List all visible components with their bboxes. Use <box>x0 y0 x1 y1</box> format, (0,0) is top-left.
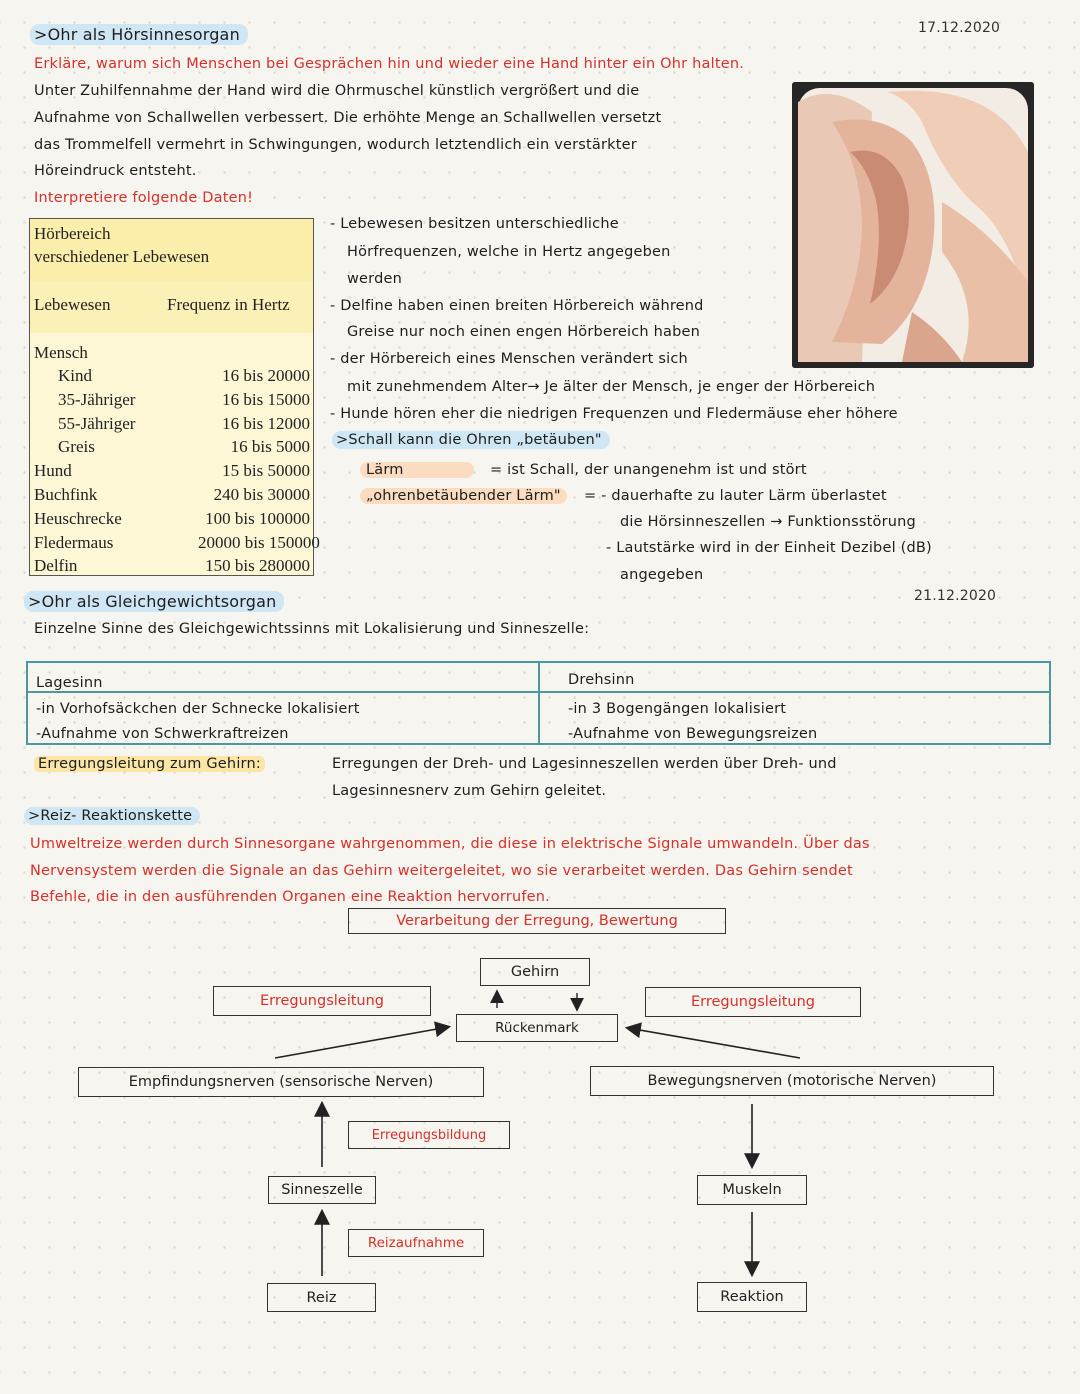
reflex-text: Umweltreize werden durch Sinnesorgane wahrgenommen, die diese in elektrische Signale umwandeln. Über das <box>30 836 870 852</box>
motor-nerves-box: Bewegungsnerven (motorische Nerven) <box>590 1066 994 1096</box>
noise-definition: angegeben <box>620 567 704 583</box>
conduction-right-box: Erregungsleitung <box>645 987 861 1017</box>
date-first: 17.12.2020 <box>918 20 1001 36</box>
table-cell: 16 bis 12000 <box>222 414 310 433</box>
answer-line: Höreindruck entsteht. <box>34 163 197 179</box>
drehsinn-item: -in 3 Bogengängen lokalisiert <box>568 701 787 717</box>
table-row: Greis <box>58 437 95 456</box>
balance-intro: Einzelne Sinne des Gleichgewichtssinns mit Lokalisierung und Sinneszelle: <box>34 621 590 637</box>
noise-definition: die Hörsinneszellen → Funktionsstörung <box>620 514 916 530</box>
stimulus-uptake-box: Reizaufnahme <box>348 1229 484 1257</box>
table-row: 35-Jähriger <box>58 390 136 409</box>
table-row: 55-Jähriger <box>58 414 136 433</box>
conduction-text: Lagesinnesnerv zum Gehirn geleitet. <box>332 783 607 799</box>
noise-term: „ohrenbetäubender Lärm" <box>360 488 567 504</box>
table-cell: 150 bis 280000 <box>205 556 310 575</box>
noise-definition: = ist Schall, der unangenehm ist und stört <box>490 462 807 478</box>
note-line: - der Hörbereich eines Menschen verändert sich <box>330 351 688 367</box>
note-line: - Hunde hören eher die niedrigen Frequenzen und Fledermäuse eher höhere <box>330 406 898 422</box>
lagesinn-item: -Aufnahme von Schwerkraftreizen <box>36 726 289 742</box>
spinal-cord-box: Rückenmark <box>456 1014 618 1042</box>
table-row: Kind <box>58 366 92 385</box>
table-cell: 16 bis 15000 <box>222 390 310 409</box>
sensory-nerves-box: Empfindungsnerven (sensorische Nerven) <box>78 1067 484 1097</box>
table-row: Heuschrecke <box>34 509 122 528</box>
drehsinn-header: Drehsinn <box>568 672 635 688</box>
drehsinn-item: -Aufnahme von Bewegungsreizen <box>568 726 818 742</box>
conduction-label: Erregungsleitung zum Gehirn: <box>34 756 265 772</box>
conduction-left-box: Erregungsleitung <box>213 986 431 1016</box>
table-cell: 16 bis 5000 <box>230 437 310 456</box>
table-cell: 20000 bis 150000 <box>198 533 320 552</box>
section-title-balance: >Ohr als Gleichgewichtsorgan <box>24 592 284 611</box>
question-hand-behind-ear: Erkläre, warum sich Menschen bei Gesprächen hin und wieder eine Hand hinter ein Ohr halten. <box>34 56 745 72</box>
note-line: Hörfrequenzen, welche in Hertz angegeben <box>347 244 671 260</box>
table-cell: 15 bis 50000 <box>222 461 310 480</box>
lagesinn-item: -in Vorhofsäckchen der Schnecke lokalisiert <box>36 701 360 717</box>
table-cell: 100 bis 100000 <box>205 509 310 528</box>
date-second: 21.12.2020 <box>914 588 997 604</box>
table-title: verschiedener Lebewesen <box>34 247 210 266</box>
reaction-box: Reaktion <box>697 1282 807 1312</box>
note-line: mit zunehmendem Alter→ Je älter der Mensch, je enger der Hörbereich <box>347 379 876 395</box>
table-row: Fledermaus <box>34 533 114 552</box>
reflex-text: Nervensystem werden die Signale an das Gehirn weitergeleitet, wo sie verarbeitet werden. Das Gehirn sendet <box>30 863 853 879</box>
noise-definition: = - dauerhafte zu lauter Lärm überlastet <box>584 488 887 504</box>
answer-line: das Trommelfell vermehrt in Schwingungen, wodurch letztendlich ein verstärkter <box>34 137 637 153</box>
sense-cell-box: Sinneszelle <box>268 1176 376 1204</box>
column-header-frequenz: Frequenz in Hertz <box>167 295 290 314</box>
table-row: Delfin <box>34 556 78 575</box>
question-interpret: Interpretiere folgende Daten! <box>34 190 254 206</box>
brain-box: Gehirn <box>480 958 590 986</box>
note-line: werden <box>347 271 403 287</box>
note-line: - Lebewesen besitzen unterschiedliche <box>330 216 619 232</box>
table-cell: 240 bis 30000 <box>213 485 310 504</box>
answer-line: Unter Zuhilfennahme der Hand wird die Ohrmuschel künstlich vergrößert und die <box>34 83 640 99</box>
column-header-lebewesen: Lebewesen <box>34 295 111 314</box>
table-cell: 16 bis 20000 <box>222 366 310 385</box>
noise-title: >Schall kann die Ohren „betäuben" <box>332 432 610 448</box>
muscles-box: Muskeln <box>697 1175 807 1205</box>
stimulus-box: Reiz <box>267 1283 376 1312</box>
excitation-formation-box: Erregungsbildung <box>348 1121 510 1149</box>
answer-line: Aufnahme von Schallwellen verbessert. Die erhöhte Menge an Schallwellen versetzt <box>34 110 662 126</box>
noise-definition: - Lautstärke wird in der Einheit Dezibel (dB) <box>606 540 932 556</box>
table-row: Hund <box>34 461 72 480</box>
note-line: Greise nur noch einen engen Hörbereich haben <box>347 324 701 340</box>
note-line: - Delfine haben einen breiten Hörbereich während <box>330 298 704 314</box>
section-title-reflex: >Reiz- Reaktionskette <box>24 808 200 824</box>
section-title-hearing: >Ohr als Hörsinnesorgan <box>30 25 248 44</box>
processing-box: Verarbeitung der Erregung, Bewertung <box>348 908 726 934</box>
noise-term: Lärm <box>360 462 474 478</box>
reflex-text: Befehle, die in den ausführenden Organen eine Reaktion hervorrufen. <box>30 889 550 905</box>
conduction-text: Erregungen der Dreh- und Lagesinneszellen werden über Dreh- und <box>332 756 837 772</box>
table-title: Hörbereich <box>34 224 111 243</box>
table-row: Mensch <box>34 343 88 362</box>
table-row: Buchfink <box>34 485 98 504</box>
lagesinn-header: Lagesinn <box>36 675 103 691</box>
